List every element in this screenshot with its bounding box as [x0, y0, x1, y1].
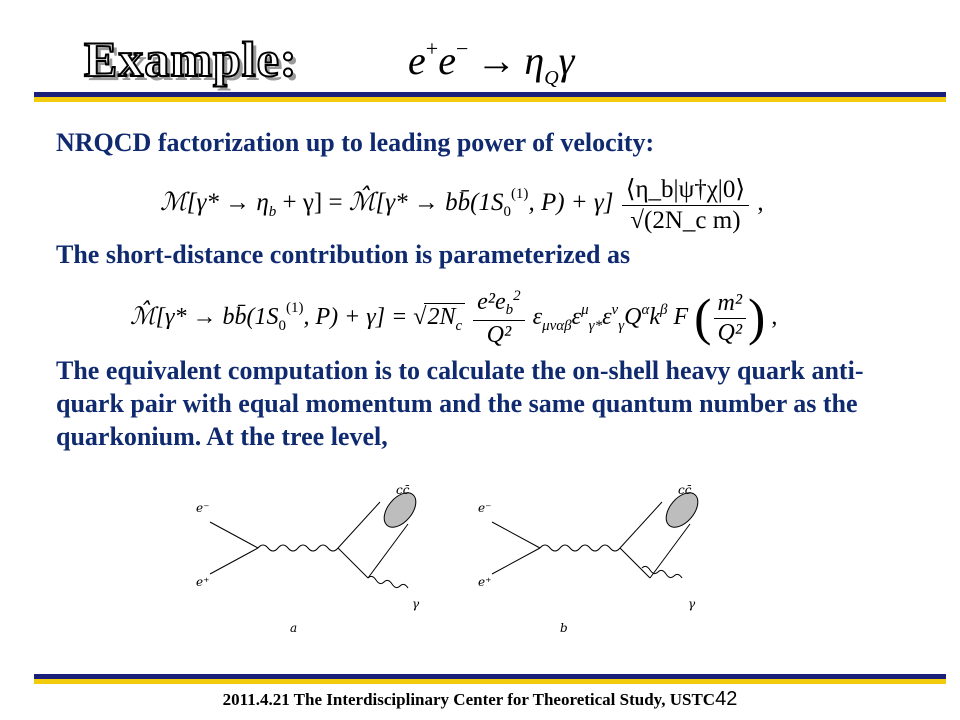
top-rule: [34, 92, 946, 102]
diagram-a-label-gamma: γ: [412, 597, 420, 611]
diagram-b-photon-propagator: [540, 545, 620, 551]
diagram-b-label-eplus: e⁺: [478, 575, 492, 589]
diagram-a-eplus-line: [210, 548, 258, 574]
eq1-rhs-end: , P) + γ]: [528, 189, 614, 217]
diagram-a-quark-line: [338, 502, 380, 548]
formula-gamma: γ: [558, 38, 575, 83]
eq1-lhs: ℳ[γ* → η: [160, 189, 269, 217]
diagram-a-caption: a: [290, 621, 298, 635]
eq1-state-sup: (1): [510, 186, 529, 203]
bottom-rule-gold: [34, 679, 946, 684]
eq2-arg-fraction: [714, 290, 747, 347]
footer-text: 2011.4.21 The Interdisciplinary Center for Theoretical Study, USTC: [222, 690, 716, 709]
eq1-fraction: [622, 174, 749, 235]
bottom-rule: [34, 674, 946, 684]
eq2-sqrt-body: 2N: [427, 304, 456, 331]
diagram-a-antiquark-line: [338, 548, 368, 578]
footer: [0, 688, 960, 711]
formula-sup-plus: +: [425, 36, 439, 61]
slide-title: Example:: [84, 31, 298, 87]
eq2-state-sub: 0: [278, 318, 286, 335]
sqrt-sign: √: [413, 304, 427, 331]
equation-factorization: [160, 174, 764, 235]
feynman-diagrams: [170, 482, 730, 642]
eq2-state-sup: (1): [285, 300, 304, 317]
eq1-lhs-sub: b: [268, 204, 277, 221]
slide-title-wrap: [84, 31, 298, 87]
eq1-state-sub: 0: [503, 204, 511, 221]
eq2-q-sup: α: [641, 302, 650, 319]
top-rule-gold: [34, 97, 946, 102]
paragraph-short-distance: The short-distance contribution is parameterized as: [56, 240, 631, 269]
eq2-paren-open: (: [694, 289, 712, 347]
formula-e2: e: [438, 38, 456, 83]
eq1-denominator: √(2N_c m): [630, 207, 741, 234]
eq2-q: Q: [624, 304, 642, 331]
eq2-eps1: ε: [571, 304, 582, 331]
eq2-tensor: ε: [526, 304, 543, 331]
diagram-a-photon-out: [368, 576, 408, 588]
diagram-a-label-cc: cc̄: [396, 483, 410, 497]
equation-short-distance: [130, 288, 777, 349]
diagram-a-quark-line2: [368, 524, 408, 578]
paragraph-factorization: NRQCD factorization up to leading power of velocity:: [56, 128, 655, 157]
formula-arrow: →: [476, 38, 517, 83]
diagram-b-caption: b: [560, 621, 568, 635]
paragraph-equivalent-computation: The equivalent computation is to calculate the on-shell heavy quark anti-quark pair with equal momentum and the same quantum number as the quarkonium. At the tree level,: [56, 356, 864, 451]
eq2-frac-den: Q²: [486, 322, 512, 348]
eq2-arg-den: Q²: [717, 320, 743, 346]
formula-eta-sub: Q: [544, 67, 559, 89]
diagram-b-eminus-line: [492, 522, 540, 548]
eq2-arg-num: m²: [714, 290, 747, 319]
formula-e1: e: [408, 38, 426, 83]
formula-eta: η: [524, 38, 545, 83]
eq2-frac-num: [473, 288, 525, 321]
eq1-rhs: ℳ̂[γ* → bb̄(: [348, 189, 479, 217]
formula-sup-minus: −: [455, 36, 469, 61]
eq2-k-sup: β: [660, 302, 668, 319]
eq2-eps1-sub: γ*: [588, 318, 603, 335]
eq2-sqrt-sub: c: [455, 318, 463, 335]
eq2-paren-close: ): [748, 289, 766, 347]
diagram-a: [196, 483, 422, 635]
eq2-frac-num-sup: 2: [513, 288, 521, 304]
eq2-k: k: [649, 304, 661, 331]
eq1-state: 1S: [478, 189, 504, 217]
eq1-lhs-end: + γ] =: [276, 189, 349, 217]
diagram-b-label-gamma: γ: [688, 597, 696, 611]
diagram-a-eminus-line: [210, 522, 258, 548]
eq2-state: 1S: [254, 304, 279, 331]
eq2-eps2: ε: [602, 304, 612, 331]
eq2-frac-num-main: e²e: [477, 289, 506, 315]
eq2-eps2-sub: γ: [618, 318, 625, 335]
diagram-b-label-cc: cc̄: [678, 483, 692, 497]
diagram-b: [478, 483, 704, 635]
eq2-frac-num-sub: b: [505, 302, 514, 318]
eq2-sqrt: [424, 303, 465, 335]
title-formula: [408, 36, 574, 90]
diagram-b-label-eminus: e⁻: [478, 501, 492, 515]
eq1-numerator: ⟨η_b|ψ†χ|0⟩: [622, 174, 749, 206]
eq1-tail: ,: [751, 189, 764, 217]
eq2-fraction: [473, 288, 525, 349]
page-number: 42: [715, 688, 738, 710]
diagram-a-label-eminus: e⁻: [196, 501, 210, 515]
eq2-lhs: ℳ̂[γ* → bb̄(: [130, 304, 255, 331]
eq2-lhs-end: , P) + γ] =: [303, 304, 414, 331]
eq2-tail: ,: [765, 304, 778, 331]
diagram-a-label-eplus: e⁺: [196, 575, 210, 589]
diagram-b-quark-line2: [650, 524, 690, 578]
eq2-F: F: [667, 304, 689, 331]
diagram-b-quark-line: [620, 502, 662, 548]
diagram-b-antiquark-line: [620, 548, 650, 578]
diagram-b-eplus-line: [492, 548, 540, 574]
eq2-eps2-sup: ν: [611, 302, 619, 319]
eq2-tensor-sub: μναβ: [542, 318, 572, 335]
diagram-a-photon-propagator: [258, 545, 338, 551]
eq2-eps1-sup: μ: [581, 302, 589, 319]
